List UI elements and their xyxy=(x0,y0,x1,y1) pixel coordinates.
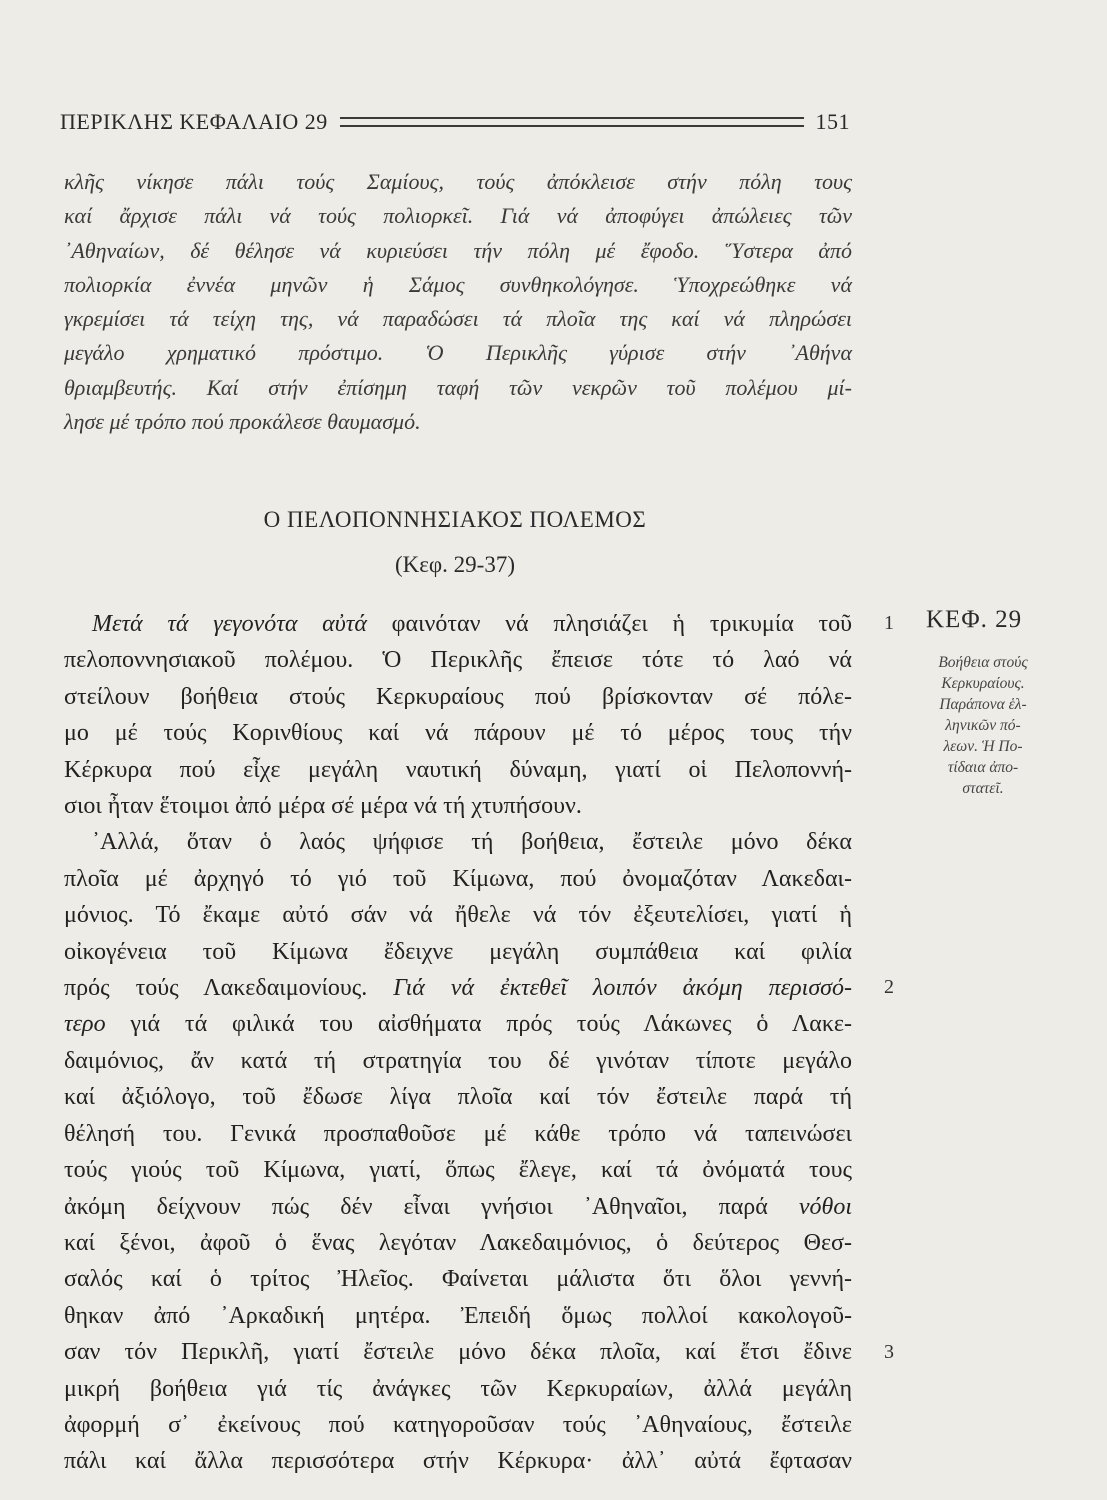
margin-note-line: στατεῖ. xyxy=(962,780,1004,797)
text-line xyxy=(64,606,852,642)
text-line: οἰκογένεια τοῦ Κίμωνα ἔδειχνε μεγάλη συμπάθεια καί φιλία xyxy=(64,938,852,965)
text-line: ᾿Αθηναίων, δέ θέλησε νά κυριεύσει τήν πόλη μέ ἔφοδο. Ὕστερα ἀπό xyxy=(64,237,852,263)
margin-note-line: Παράπονα ἑλ- xyxy=(939,696,1027,713)
text-line: καί ἄρχισε πάλι νά τούς πολιορκεῖ. Γιά νά ἀποφύγει ἀπώλειες τῶν xyxy=(64,203,852,229)
running-header xyxy=(60,104,850,140)
margin-note-line: Βοήθεια στούς xyxy=(938,654,1028,671)
text-span: φαινόταν νά πλησιάζει ἡ τρικυμία τοῦ xyxy=(366,611,853,637)
text-line: σιοι ἦταν ἕτοιμοι ἀπό μέρα σέ μέρα νά τή χτυπήσουν. xyxy=(64,793,582,820)
italic-phrase: Μετά τά γεγονότα αὐτά xyxy=(92,611,367,637)
text-line: σαν τόν Περικλῆ, γιατί ἔστειλε μόνο δέκα πλοῖα, καί ἔτσι ἔδινε xyxy=(64,1339,852,1366)
paragraph-number: 2 xyxy=(884,976,894,998)
text-line: πελοποννησιακοῦ πολέμου. Ὁ Περικλῆς ἔπεισε τότε τό λαό νά xyxy=(64,647,852,674)
text-line: πάλι καί ἄλλα περισσότερα στήν Κέρκυρα· ἀλλ᾿ αὐτά ἔφτασαν xyxy=(64,1448,852,1475)
header-double-rule xyxy=(340,117,804,127)
italic-phrase: Γιά νά ἐκτεθεῖ λοιπόν ἀκόμη περισσό- xyxy=(393,975,852,1002)
text-line: γκρεμίσει τά τείχη της, νά παραδώσει τά πλοῖα της καί νά πληρώσει xyxy=(64,306,852,332)
text-line: ᾿Αλλά, ὅταν ὁ λαός ψήφισε τή βοήθεια, ἔστειλε μόνο δέκα xyxy=(92,829,852,856)
section-title: Ο ΠΕΛΟΠΟΝΝΗΣΙΑΚΟΣ ΠΟΛΕΜΟΣ xyxy=(263,507,647,532)
page-number: 151 xyxy=(815,109,850,134)
text-line: κλῆς νίκησε πάλι τούς Σαμίους, τούς ἀπόκλεισε στήν πόλη τους xyxy=(64,169,852,194)
text-line: μόνιος. Τό ἔκαμε αὐτό σάν νά ἤθελε νά τόν ἐξευτελίσει, γιατί ἡ xyxy=(64,902,852,929)
main-text xyxy=(64,606,852,1480)
text-line: λησε μέ τρόπο πού προκάλεσε θαυμασμό. xyxy=(64,409,421,435)
text-span: πρός τούς Λακεδαιμονίους. xyxy=(64,975,394,1002)
text-line: καί ξένοι, ἀφοῦ ὁ ἕνας λεγόταν Λακεδαιμόνιος, ὁ δεύτερος Θεσ- xyxy=(64,1229,852,1256)
margin-chapter-heading: ΚΕΦ. 29 xyxy=(926,606,1023,633)
text-line xyxy=(64,1189,852,1225)
margin-note-line: λεων. Ἡ Πο- xyxy=(943,738,1023,755)
italic-phrase: τερο xyxy=(64,1011,106,1038)
margin-note-line: ληνικῶν πό- xyxy=(945,717,1021,734)
text-line xyxy=(64,970,852,1006)
text-line: στείλουν βοήθεια στούς Κερκυραίους πού βρίσκονταν σέ πόλε- xyxy=(64,683,852,710)
header-title: ΠΕΡΙΚΛΗΣ ΚΕΦΑΛΑΙΟ 29 xyxy=(60,109,328,134)
paragraph-number: 1 xyxy=(884,612,894,634)
text-line: μικρή βοήθεια γιά τίς ἀνάγκες τῶν Κερκυραίων, ἀλλά μεγάλη xyxy=(64,1375,852,1402)
text-line: καί ἀξιόλογο, τοῦ ἔδωσε λίγα πλοῖα καί τόν ἔστειλε παρά τή xyxy=(64,1084,852,1111)
text-line: ἀφορμή σ᾿ ἐκείνους πού κατηγοροῦσαν τούς ᾿Αθηναίους, ἔστειλε xyxy=(64,1411,852,1438)
text-line: μο μέ τούς Κορινθίους καί νά πάρουν μέ τό μέρος τους τήν xyxy=(64,720,852,747)
margin-note xyxy=(918,652,1048,799)
text-line xyxy=(64,1006,852,1042)
text-line: θηκαν ἀπό ᾿Αρκαδική μητέρα. Ἐπειδή ὅμως πολλοί κακολογοῦ- xyxy=(64,1302,852,1329)
text-line: σαλός καί ὁ τρίτος Ἠλεῖος. Φαίνεται μάλιστα ὅτι ὅλοι γεννή- xyxy=(64,1266,852,1293)
text-line: τούς γιούς τοῦ Κίμωνα, γιατί, ὅπως ἔλεγε, καί τά ὀνόματά τους xyxy=(64,1157,852,1184)
text-line: πολιορκία ἐννέα μηνῶν ἡ Σάμος συνθηκολόγησε. Ὑποχρεώθηκε νά xyxy=(64,271,852,297)
text-line: θέλησή του. Γενικά προσπαθοῦσε μέ κάθε τρόπο νά ταπεινώσει xyxy=(64,1120,852,1147)
text-span: γιά τά φιλικά του αἰσθήματα πρός τούς Λάκωνες ὁ Λακε- xyxy=(105,1011,852,1038)
margin-note-line: τίδαια ἀπο- xyxy=(947,759,1019,776)
text-line: μεγάλο χρηματικό πρόστιμο. Ὁ Περικλῆς γύρισε στήν ᾿Αθήνα xyxy=(64,340,852,366)
paragraph-number: 3 xyxy=(884,1341,894,1363)
text-line: θριαμβευτής. Καί στήν ἐπίσημη ταφή τῶν νεκρῶν τοῦ πολέμου μί- xyxy=(64,374,852,400)
italic-phrase: νόθοι xyxy=(798,1193,852,1220)
intro-paragraph xyxy=(64,165,852,439)
text-line: Κέρκυρα πού εἶχε μεγάλη ναυτική δύναμη, γιατί οἱ Πελοποννή- xyxy=(64,756,852,783)
section-subtitle: (Κεφ. 29-37) xyxy=(394,552,516,577)
text-line: πλοῖα μέ ἀρχηγό τό γιό τοῦ Κίμωνα, πού ὀνομαζόταν Λακεδαι- xyxy=(64,865,852,892)
text-line: δαιμόνιος, ἄν κατά τή στρατηγία του δέ γινόταν τίποτε μεγάλο xyxy=(64,1047,852,1074)
margin-note-line: Κερκυραίους. xyxy=(941,675,1025,692)
text-span: ἀκόμη δείχνουν πώς δέν εἶναι γνήσιοι ᾿Αθηναῖοι, παρά xyxy=(64,1193,799,1220)
